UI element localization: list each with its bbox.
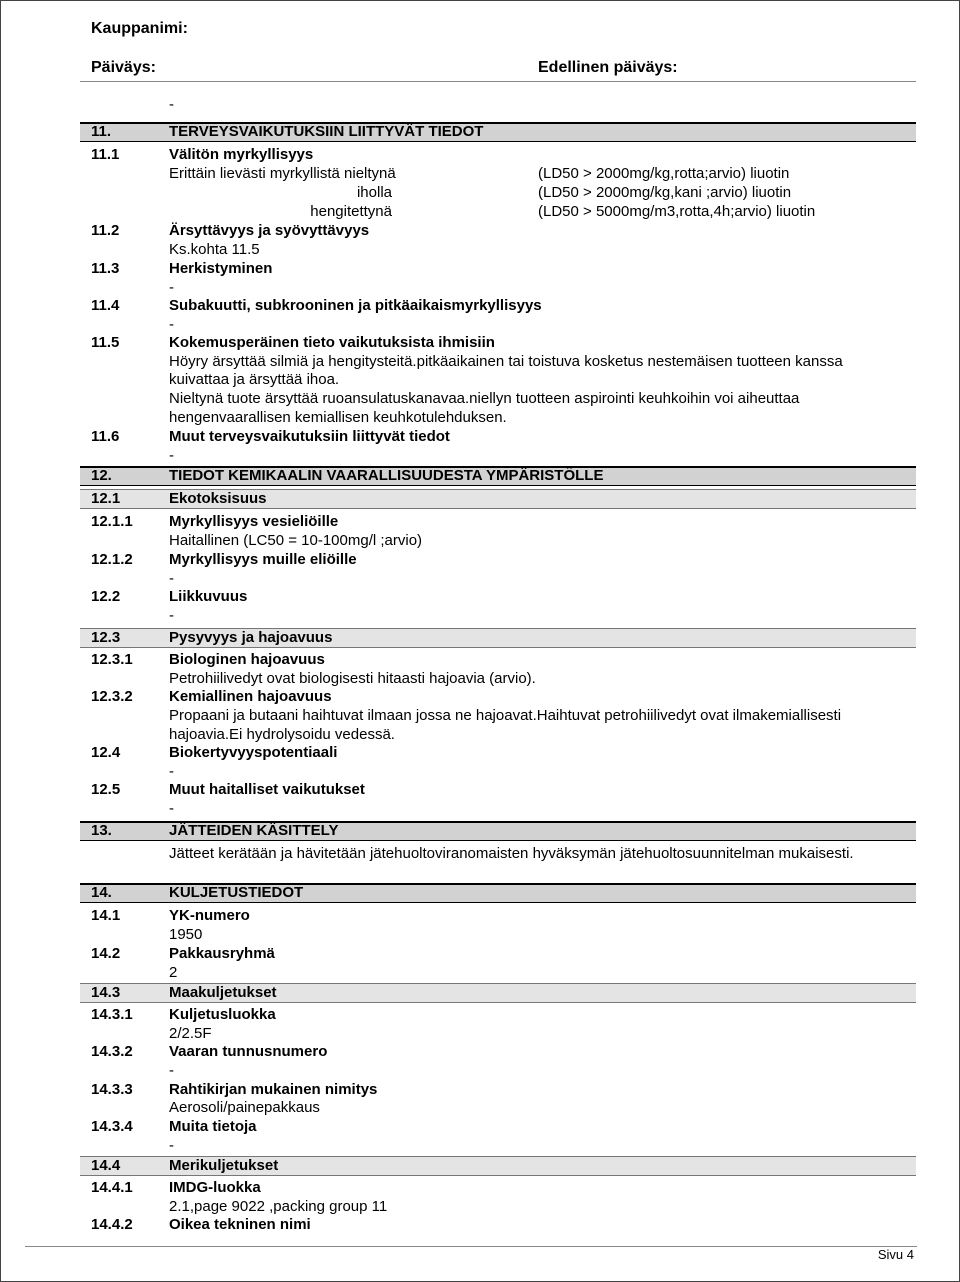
subsection-title: Merikuljetukset bbox=[169, 1157, 279, 1174]
section-14-1-number: 14.1 bbox=[91, 907, 121, 924]
subsection-title: Ekotoksisuus bbox=[169, 490, 267, 507]
section-14-4-1-text: 2.1,page 9022 ,packing group 11 bbox=[169, 1198, 388, 1215]
section-number: 12. bbox=[91, 467, 112, 484]
section-title: JÄTTEIDEN KÄSITTELY bbox=[169, 822, 339, 839]
toxicity-row-oral-value: (LD50 > 2000mg/kg,rotta;arvio) liuotin bbox=[538, 165, 790, 182]
section-14-3-1-text: 2/2.5F bbox=[169, 1025, 212, 1042]
section-11-5-line-3: Nieltynä tuote ärsyttää ruoansulatuskanavaa.niellyn tuotteen aspirointi keuhkoihin voi aiheuttaa bbox=[169, 390, 800, 407]
section-11-5-title: Kokemusperäinen tieto vaikutuksista ihmisiin bbox=[169, 334, 495, 351]
section-14-3-2-text: - bbox=[169, 1062, 174, 1079]
section-number: 13. bbox=[91, 822, 112, 839]
section-12-1-header bbox=[80, 489, 916, 509]
section-11-header bbox=[80, 122, 916, 142]
section-12-1-2-number: 12.1.2 bbox=[91, 551, 133, 568]
section-12-4-number: 12.4 bbox=[91, 744, 121, 761]
section-14-3-4-number: 14.3.4 bbox=[91, 1118, 133, 1135]
section-11-3-number: 11.3 bbox=[91, 260, 120, 277]
section-12-5-text: - bbox=[169, 800, 174, 817]
section-11-6-title: Muut terveysvaikutuksiin liittyvät tiedot bbox=[169, 428, 450, 445]
section-12-1-2-title: Myrkyllisyys muille eliöille bbox=[169, 551, 357, 568]
section-12-1-1-title: Myrkyllisyys vesieliöille bbox=[169, 513, 339, 530]
section-13-header bbox=[80, 821, 916, 841]
subsection-title: Maakuljetukset bbox=[169, 984, 277, 1001]
section-14-2-number: 14.2 bbox=[91, 945, 121, 962]
previous-date-label: Edellinen päiväys: bbox=[538, 59, 678, 76]
top-dash: - bbox=[169, 96, 174, 113]
section-12-3-2-line-1: Propaani ja butaani haihtuvat ilmaan jossa ne hajoavat.Haihtuvat petrohiilivedyt ovat ilmakemiallisesti bbox=[169, 707, 842, 724]
section-title: TERVEYSVAIKUTUKSIIN LIITTYVÄT TIEDOT bbox=[169, 123, 484, 140]
section-11-3-title: Herkistyminen bbox=[169, 260, 273, 277]
section-11-2-text: Ks.kohta 11.5 bbox=[169, 241, 260, 258]
section-11-1-title: Välitön myrkyllisyys bbox=[169, 146, 314, 163]
section-14-2-text: 2 bbox=[169, 964, 178, 981]
section-12-2-text: - bbox=[169, 607, 174, 624]
toxicity-row-skin-value: (LD50 > 2000mg/kg,kani ;arvio) liuotin bbox=[538, 184, 792, 201]
section-12-1-2-text: - bbox=[169, 570, 174, 587]
section-11-5-line-1: Höyry ärsyttää silmiä ja hengitysteitä.pitkäaikainen tai toistuva kosketus nestemäisen tuotteen kanssa bbox=[169, 353, 843, 370]
section-13-text: Jätteet kerätään ja hävitetään jätehuoltoviranomaisten hyväksymän jätehuoltosuunnitelman mukaisesti. bbox=[169, 845, 854, 862]
section-14-4-2-title: Oikea tekninen nimi bbox=[169, 1216, 311, 1233]
section-14-3-header bbox=[80, 983, 916, 1003]
section-12-3-2-number: 12.3.2 bbox=[91, 688, 133, 705]
section-11-1-number: 11.1 bbox=[91, 146, 120, 163]
section-number: 14. bbox=[91, 884, 112, 901]
subsection-number: 14.4 bbox=[91, 1157, 121, 1174]
section-12-3-2-title: Kemiallinen hajoavuus bbox=[169, 688, 332, 705]
subsection-title: Pysyvyys ja hajoavuus bbox=[169, 629, 333, 646]
section-14-3-1-title: Kuljetusluokka bbox=[169, 1006, 276, 1023]
toxicity-row-inhalation-value: (LD50 > 5000mg/m3,rotta,4h;arvio) liuotin bbox=[538, 203, 816, 220]
header-divider bbox=[80, 81, 916, 82]
section-14-3-4-title: Muita tietoja bbox=[169, 1118, 257, 1135]
section-12-1-1-number: 12.1.1 bbox=[91, 513, 133, 530]
section-12-3-1-number: 12.3.1 bbox=[91, 651, 133, 668]
date-label: Päiväys: bbox=[91, 59, 156, 76]
section-11-5-number: 11.5 bbox=[91, 334, 120, 351]
section-11-2-number: 11.2 bbox=[91, 222, 120, 239]
section-11-3-text: - bbox=[169, 279, 174, 296]
toxicity-row-inhalation-label: hengitettynä bbox=[310, 203, 392, 220]
section-14-3-2-title: Vaaran tunnusnumero bbox=[169, 1043, 328, 1060]
toxicity-row-skin-label: iholla bbox=[356, 184, 392, 201]
subsection-number: 12.3 bbox=[91, 629, 121, 646]
section-title: TIEDOT KEMIKAALIN VAARALLISUUDESTA YMPÄRISTÖLLE bbox=[169, 467, 604, 484]
section-12-4-title: Biokertyvyyspotentiaali bbox=[169, 744, 338, 761]
section-number: 11. bbox=[91, 123, 112, 140]
company-name-label: Kauppanimi: bbox=[91, 20, 188, 37]
section-12-2-number: 12.2 bbox=[91, 588, 121, 605]
section-12-1-1-text: Haitallinen (LC50 = 10-100mg/l ;arvio) bbox=[169, 532, 423, 549]
section-14-4-2-number: 14.4.2 bbox=[91, 1216, 133, 1233]
section-11-4-title: Subakuutti, subkrooninen ja pitkäaikaismyrkyllisyys bbox=[169, 297, 542, 314]
footer-divider bbox=[25, 1246, 917, 1247]
subsection-number: 12.1 bbox=[91, 490, 121, 507]
section-12-3-1-text: Petrohiilivedyt ovat biologisesti hitaasti hajoavia (arvio). bbox=[169, 670, 536, 687]
section-14-1-text: 1950 bbox=[169, 926, 203, 943]
section-11-4-text: - bbox=[169, 316, 174, 333]
page-number: Sivu 4 bbox=[877, 1247, 914, 1262]
section-14-3-3-title: Rahtikirjan mukainen nimitys bbox=[169, 1081, 378, 1098]
section-11-6-number: 11.6 bbox=[91, 428, 120, 445]
section-11-6-text: - bbox=[169, 447, 174, 464]
section-12-3-header bbox=[80, 628, 916, 648]
section-14-header bbox=[80, 883, 916, 903]
section-12-header bbox=[80, 466, 916, 486]
section-14-3-2-number: 14.3.2 bbox=[91, 1043, 133, 1060]
section-11-2-title: Ärsyttävyys ja syövyttävyys bbox=[169, 222, 370, 239]
section-11-5-line-2: kuivattaa ja ärsyttää ihoa. bbox=[169, 371, 340, 388]
section-14-2-title: Pakkausryhmä bbox=[169, 945, 275, 962]
section-11-5-line-4: hengenvaarallisen kemiallisen keuhkotulehduksen. bbox=[169, 409, 507, 426]
section-12-2-title: Liikkuvuus bbox=[169, 588, 248, 605]
section-14-4-1-title: IMDG-luokka bbox=[169, 1179, 261, 1196]
section-14-3-1-number: 14.3.1 bbox=[91, 1006, 133, 1023]
section-12-3-2-line-2: hajoavia.Ei hydrolysoidu vedessä. bbox=[169, 726, 395, 743]
subsection-number: 14.3 bbox=[91, 984, 121, 1001]
section-12-5-number: 12.5 bbox=[91, 781, 121, 798]
toxicity-row-oral-label: Erittäin lievästi myrkyllistä nieltynä bbox=[169, 165, 396, 182]
section-14-3-3-text: Aerosoli/painepakkaus bbox=[169, 1099, 320, 1116]
section-title: KULJETUSTIEDOT bbox=[169, 884, 304, 901]
section-14-1-title: YK-numero bbox=[169, 907, 250, 924]
section-14-4-1-number: 14.4.1 bbox=[91, 1179, 133, 1196]
section-12-4-text: - bbox=[169, 763, 174, 780]
section-14-3-3-number: 14.3.3 bbox=[91, 1081, 133, 1098]
section-12-5-title: Muut haitalliset vaikutukset bbox=[169, 781, 365, 798]
section-14-4-header bbox=[80, 1156, 916, 1176]
section-11-4-number: 11.4 bbox=[91, 297, 120, 314]
section-14-3-4-text: - bbox=[169, 1137, 174, 1154]
section-12-3-1-title: Biologinen hajoavuus bbox=[169, 651, 325, 668]
